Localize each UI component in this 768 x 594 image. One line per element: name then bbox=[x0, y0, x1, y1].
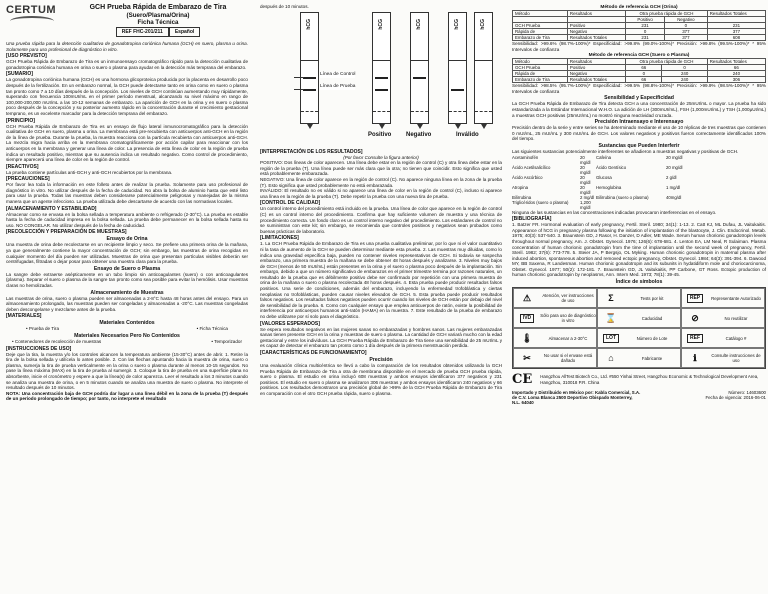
table-cell: 66 bbox=[626, 65, 662, 71]
manufacturer-block bbox=[512, 372, 766, 387]
material-item: • Prueba de Tira bbox=[26, 326, 60, 332]
column-3 bbox=[508, 0, 768, 594]
substance-name bbox=[596, 200, 666, 210]
substance-conc: 20 mg/dl bbox=[580, 184, 591, 195]
symbol-text: Caducidad bbox=[641, 315, 663, 321]
table-cell: GCH Prueba bbox=[513, 23, 568, 29]
materials-provided bbox=[6, 326, 248, 332]
symbol-cell bbox=[681, 328, 765, 348]
table-cell: Rápida de bbox=[513, 71, 568, 77]
symbol-cell bbox=[513, 348, 597, 368]
table-cell: 0 bbox=[626, 29, 665, 35]
symbol-text: Sólo para uso de diagnóstico in vitro bbox=[540, 313, 596, 324]
arrow-down-icon bbox=[379, 124, 385, 129]
document-header bbox=[6, 4, 248, 39]
symbols-grid bbox=[512, 287, 766, 369]
table-cell: 0 bbox=[626, 71, 662, 77]
result-invalid-label: Inválido bbox=[456, 131, 479, 138]
certum-logo bbox=[6, 4, 62, 28]
max-line bbox=[449, 111, 466, 112]
heading-valores: [VALORES ESPERADOS] bbox=[260, 320, 320, 327]
logo-arc-icon bbox=[10, 16, 54, 26]
max-line bbox=[475, 111, 492, 112]
symbol-cell bbox=[681, 288, 765, 308]
symbol-text: No usar si el envase está dañado bbox=[543, 353, 593, 364]
substance-name: Cafeína bbox=[596, 154, 612, 160]
column-1 bbox=[0, 0, 252, 594]
substance-conc: 20 mg/dl bbox=[580, 164, 591, 175]
text-interferencias: Las siguientes sustancias potencialmente interferentes se añadieron a muestras negativas y positivas de GCH. bbox=[512, 148, 739, 154]
pointer-line bbox=[294, 77, 304, 78]
heading-reactivos: [REACTIVOS] bbox=[6, 163, 39, 170]
table-cell: 0 bbox=[665, 23, 708, 29]
substance-name: Ácido Acetilsalicílico bbox=[512, 164, 551, 170]
substance-name: Bilirrubina (suero o plasma) bbox=[596, 194, 649, 200]
text-sumario: La gonadotropina coriónica humana (GCH) es una hormona glicoproteica producida por la placenta en desarrollo poco después de la fertilización. En un embarazo normal, la GCH puede detectarse tanto en orina como en suero o plasma tan pronto como 7 a 10 días después de la concepción. Los niveles de GCH continúan aumentando muy rápidamente, superando con frecuencia 100mUI/mL en el primer período menstrual, alcanzando su nivel máximo en rango de 100,000-200,000 mUI/mL a las 10-12 semanas de embarazo. La aparición de GCH en la orina y en suero o plasma poco después de la concepción y su posterior aumento rápido en la concentración durante el crecimiento gestacional temprano, es un excelente marcador para la detección temprana del embarazo. bbox=[6, 77, 248, 116]
result-negative-label: Negativo bbox=[406, 131, 432, 138]
table-cell: Embarazo de Tira bbox=[513, 77, 568, 83]
text-almacen-muestras: Las muestras de orina, suero o plasma pueden ser almacenadas a 2-8°C hasta 48 horas antes del ensayo. Para un almacenamiento prolongado, las muestras pueden ser congeladas y almacenadas a -20°C. Las muestras congeladas deben descongelarse y mezclarse antes de la prueba. bbox=[6, 295, 248, 312]
arrow-down-icon bbox=[481, 124, 487, 129]
table-cell: Negativo bbox=[567, 71, 625, 77]
heading-almacenamiento: [ALMACENAMIENTO Y ESTABILIDAD] bbox=[6, 205, 97, 212]
table1-stats: Sensibilidad: >99.6% (98.7%-100%)* Especificidad: >99.8% (99.0%-100%)* Precisión: >99.8% (99.5%-100%)* * 95% Intervalos de confianza bbox=[512, 41, 766, 52]
table-orina bbox=[512, 10, 766, 41]
expiry-icon: ⌛ bbox=[605, 312, 617, 323]
substance-name: Hemoglobina bbox=[596, 184, 622, 190]
text-precision-intra: Precisión dentro de la serie y entre series se ha determinado mediante el uso de 10 réplicas de tres muestras que contienen 0 mUI/mL, 25 mUI/mL y 300 mUI/mL de GCH. Los valores negativos y positivos fueron correctamente identificados 100% del tiempo. bbox=[512, 125, 766, 142]
test-line-label: Línea de Prueba bbox=[320, 83, 356, 89]
material-item: • Ficha Técnica bbox=[196, 326, 228, 332]
max-line bbox=[411, 111, 428, 112]
max-line bbox=[373, 111, 390, 112]
table-cell: 231 bbox=[626, 23, 665, 29]
symbol-text: Fabricante bbox=[641, 355, 663, 361]
max-line bbox=[301, 111, 318, 112]
text-sensibilidad: La GCH Prueba Rápida de Embarazo de Tira detecta GCH a una concentración de 25mUI/mL o mayor. La prueba ha sido estandarizada a la Estándar Internacional W.H.O. La adición de LH (300mUI/mL), FSH (1,000mUI/mL) y TSH (1,000μUI/mL) a muestras GCH positivas (25mUI/mL) no mostró ninguna reactividad cruzada. bbox=[512, 101, 766, 118]
footer-row bbox=[512, 390, 766, 406]
text-principio: GCH Prueba Rápida de Embarazo de Tira es un ensayo de flujo lateral inmunocromatográfico para la detección cualitativa de GCH en suero, plasma u orina. La membrana está pre-recubierta con anticuerpos anti-GCH en la región de la línea de prueba. Durante la prueba, la muestra reacciona con la partícula recubierta con anticuerpos anti-GCH. La mezcla migra hacia arriba en la membrana cromatográficamente por acción capilar para reaccionar con los anticuerpos en la membrana y generar una línea de color. La presencia de esta línea de color en la región de prueba indica un resultado positivo, mientras que su ausencia indica un resultado negativo. Como control de procedimiento, siempre aparecerá una línea de color en la región de control. bbox=[6, 123, 248, 163]
substance-name: Atropina bbox=[512, 184, 529, 190]
strip-negative bbox=[410, 12, 429, 124]
symbol-text: No reutilizar bbox=[724, 315, 748, 321]
diagram-top-text: después de 10 minutos. bbox=[260, 4, 309, 9]
tests-per-kit-icon: Σ bbox=[608, 292, 614, 303]
text-interf-note: Ninguna de las sustancias en las concentraciones indicadas provocaron interferencias en el ensayo. bbox=[512, 209, 717, 215]
table-row bbox=[513, 77, 766, 83]
table-header-cell: Otra prueba rápida de GCH bbox=[626, 59, 708, 65]
table-cell: 306 bbox=[707, 77, 765, 83]
substance-name: Bilirrubina bbox=[512, 194, 532, 200]
table-cell: 377 bbox=[707, 29, 765, 35]
table-cell: 377 bbox=[665, 29, 708, 35]
symbol-cell bbox=[597, 328, 681, 348]
symbol-text: Número de Lote bbox=[636, 335, 668, 341]
strip-label: hCG bbox=[480, 18, 486, 30]
ce-mark-icon: CE bbox=[512, 372, 533, 388]
table-cell: 0 bbox=[662, 65, 707, 71]
table-cell: Resultados Totales bbox=[567, 35, 625, 41]
table-cell: 240 bbox=[662, 71, 707, 77]
substance-conc bbox=[666, 200, 688, 210]
table-cell: GCH Prueba bbox=[513, 65, 568, 71]
heading-limitaciones: [LIMITACIONES] bbox=[260, 235, 299, 242]
table-cell: Negativo bbox=[567, 29, 625, 35]
substance-conc: 40mg/dl bbox=[666, 194, 682, 200]
table-row bbox=[513, 35, 766, 41]
substance-name: Triglicéridos (suero o plasma) bbox=[512, 199, 569, 205]
table-cell: 377 bbox=[665, 35, 708, 41]
strip-label: hCG bbox=[454, 18, 460, 30]
control-line bbox=[375, 77, 388, 79]
consult-instructions-icon: ℹ bbox=[693, 352, 697, 363]
text-nota: NOTA: Una concentración baja de GCH podría dar lugar a una línea débil en la zona de la prueba (T) después de un período prolongado de tiempo; por tanto, no interprete el resultado bbox=[6, 390, 248, 402]
table-cell: 231 bbox=[626, 35, 665, 41]
no-reuse-icon: ⊘ bbox=[691, 312, 699, 323]
symbol-cell bbox=[597, 308, 681, 328]
materials-required bbox=[6, 339, 248, 345]
damaged-package-icon: ✂ bbox=[523, 352, 531, 363]
language: Español bbox=[169, 27, 200, 37]
strip-invalid-2 bbox=[474, 12, 493, 124]
table-header-cell: Resultados bbox=[567, 59, 625, 65]
text-invalido: INVÁLIDO: El resultado no es válido si no aparece una línea de color en la región de control (C), incluso si aparece una línea en la región de la prueba (T). Debe repetir la prueba con una nueva tira de prueba. bbox=[260, 188, 502, 199]
table-cell: 66 bbox=[626, 77, 662, 83]
heading-sensibilidad: Sensibilidad y Especificidad bbox=[604, 95, 674, 102]
table-cell: 240 bbox=[707, 71, 765, 77]
test-line bbox=[303, 89, 316, 91]
substance-conc: 1,200 mg/dl bbox=[580, 199, 591, 210]
table-cell: 231 bbox=[707, 23, 765, 29]
logo-text: CERTUM bbox=[6, 4, 57, 16]
substance-name: Acetaminofén bbox=[512, 154, 539, 160]
table-header-cell: Positivo bbox=[626, 17, 665, 23]
heading-precision-intra: Precisión Intraensayo e Interensayo bbox=[594, 119, 684, 126]
heading-interpretacion: [INTERPRETACIÓN DE LOS RESULTADOS] bbox=[260, 148, 363, 155]
substances-list bbox=[512, 155, 766, 210]
table-header-cell: Resultados bbox=[567, 11, 625, 17]
symbol-cell bbox=[597, 348, 681, 368]
heading-ensayo-orina: Ensayo de Orina bbox=[106, 236, 148, 243]
lot-icon: LOT bbox=[603, 334, 619, 343]
strip-label: hCG bbox=[378, 18, 384, 30]
substance-conc: 20 mg/dl bbox=[580, 174, 591, 185]
symbol-text: Consulte instrucciones de uso bbox=[711, 353, 761, 364]
symbol-text: Catálogo # bbox=[725, 335, 747, 341]
text-precision: Una evaluación clínica multicéntrica se llevó a cabo la comparación de los resultados obtenidos utilizando la GCH Prueba Rápida de Embarazo de Tira a otra de membrana disponible en el mercado de prueba GCH prueba rápida, suero o plasma. El estudio en orina incluyó 608 muestras y ambos ensayos identificaron 377 negativos y 231 positivos. El estudio en suero o plasma se analizaron 306 muestras y ambos ensayos identificaron 240 negativos y 66 positivos. Los resultados demostraron una precisión global de >99% de la GCH Prueba Rápida de Embarazo de Tira en comparación con el otro GCH prueba rápida, suero o plasma. bbox=[260, 363, 502, 396]
symbol-cell bbox=[513, 328, 597, 348]
strip-invalid-1 bbox=[448, 12, 467, 124]
table-header-cell: Negativo bbox=[665, 17, 708, 23]
table-cell: Positivo bbox=[567, 65, 625, 71]
table-header-cell: Otra prueba rápida de GCH bbox=[626, 11, 708, 17]
substance-conc: 20 mg/dl bbox=[580, 154, 591, 165]
control-line bbox=[303, 77, 316, 79]
table-header-cell: Método bbox=[513, 11, 568, 17]
heading-control: [CONTROL DE CALIDAD] bbox=[260, 200, 321, 207]
heading-recoleccion: [RECOLECCIÓN Y PREPARACIÓN DE MUESTRAS] bbox=[6, 229, 127, 236]
arrow-down-icon bbox=[455, 124, 461, 129]
number-label: Número: bbox=[728, 390, 746, 396]
heading-precision: Precisión bbox=[369, 357, 393, 363]
table-cell: Embarazo de Tira bbox=[513, 35, 568, 41]
date-value: 2016-06-01 bbox=[743, 395, 766, 401]
text-uso: GCH Prueba Rápida de Embarazo de Tira es un inmunoensayo cromatográfico rápido para la detección cualitativa de gonadotropina coriónica humana en orina o suero o plasma para ayudar en la detección más temprana del embarazo. bbox=[6, 59, 248, 70]
table2-stats: Sensibilidad: >98.5% (95.7%-100%)* Especificidad: >99.5% (98.8%-100%)* Precisión: >99.9% (98.5%-100%)* * 95% Intervalos de confianza bbox=[512, 83, 766, 94]
substance-conc: 1 mg/dl bbox=[666, 184, 681, 190]
document-title: GCH Prueba Rápida de Embarazo de Tira bbox=[89, 4, 227, 11]
symbol-cell bbox=[681, 308, 765, 328]
text-reactivos: La prueba contiene partículas anti-GCH y anti-GCH recubiertos por la membrana. bbox=[6, 169, 173, 175]
date-label: Fecha de vigencia: bbox=[705, 395, 743, 401]
heading-instrucciones: [INSTRUCCIONES DE USO] bbox=[6, 345, 72, 352]
substance-conc: 2 g/dl bbox=[666, 174, 677, 180]
heading-simbolos: Índice de símbolos bbox=[615, 279, 663, 286]
symbol-cell bbox=[513, 288, 597, 308]
table-cell: 608 bbox=[707, 35, 765, 41]
title-block bbox=[68, 4, 248, 39]
text-ensayo-orina: Una muestra de orina debe recolectarse en un recipiente limpio y seco. Se prefiere una primera orina de la mañana, ya que generalmente contiene la mayor concentración de GCH; sin embargo, las muestras de orina recogidas en cualquier momento del día pueden ser utilizadas. Muestras de orina que presentan partículas visibles deberán ser centrifugadas, filtradas o dejar posar para obtener una muestra clara para la prueba. bbox=[6, 242, 248, 265]
ref-code: REF FHC-201/211 bbox=[116, 27, 169, 37]
text-valores: Se espera resultados negativos en las mujeres sanas no embarazadas y hombres sanos. Las mujeres embarazadas sanas tienen presente GCH en la orina y muestras de suero o plasma. La cantidad de GCH variará mucho con la edad gestacional y entre los individuos. La GCH Prueba Rápida de Embarazo de Tira tiene una sensibilidad de 25 mUI/mL y es capaz de detectar el embarazo tan pronto como 1 día después de la primera menstruación perdida. bbox=[260, 326, 502, 349]
manufacturer-text: Hangzhou AllTest Biotech Co., Ltd. #550 Yinhai Street, Hangzhou Economic & Technological Development Area, Hangzhou, 310018 P.R. China bbox=[540, 374, 759, 385]
substance-name: Ácido Ascórbico bbox=[512, 174, 543, 180]
text-precauciones: Por favor lea toda la información en este folleto antes de realizar la prueba. Solamente para uso profesional de diagnóstico in vitro. No utilizar después de la fecha de caducidad. No abra la bolsa de aluminio hasta que esté listo para usar la prueba. Todas las muestras deben considerarse potencialmente peligrosas y manejadas de la misma manera que un agente infeccioso. La prueba utilizada debe descartarse de acuerdo con las normativas locales. bbox=[6, 182, 248, 205]
substance-conc: 20 mg/dl bbox=[666, 154, 683, 160]
symbol-text: Atención, ver instrucciones de uso bbox=[542, 293, 594, 304]
strip-diagram bbox=[260, 12, 502, 146]
column-2 bbox=[256, 0, 506, 594]
representative-icon: REP bbox=[687, 294, 703, 303]
table-cell: Positivo bbox=[567, 23, 625, 29]
heading-materiales-requeridos: Materiales Necesarios Pero No Contenidos bbox=[74, 332, 180, 339]
heading-principio: [PRINCIPIO] bbox=[6, 117, 35, 124]
catalog-icon: REF bbox=[687, 334, 703, 343]
temperature-icon: 🌡 bbox=[521, 332, 533, 343]
text-positivo: POSITIVO: Dos líneas de color aparecen. Una línea debe estar en la región de control (C) y otra línea debe estar en la región de la prueba (T). Una línea puede ser más clara que la otra; no tienen que coincidir. Esto significa que usted está probablemente embarazada. bbox=[260, 160, 502, 177]
arrow-down-icon bbox=[307, 124, 313, 129]
table1-title: Método de referencia GCH (Orina) bbox=[600, 5, 678, 10]
warning-icon: ⚠ bbox=[522, 292, 532, 303]
ivd-icon: IVD bbox=[520, 314, 534, 323]
test-strip bbox=[300, 12, 319, 124]
number-value: 14603600 bbox=[746, 390, 766, 396]
control-line bbox=[413, 77, 426, 79]
symbol-cell bbox=[597, 288, 681, 308]
symbol-text: Almacenar a 2-30°C bbox=[548, 335, 588, 341]
test-line bbox=[375, 89, 388, 91]
strip-label: hCG bbox=[306, 18, 312, 30]
substance-conc: 2 mg/dl bbox=[580, 194, 595, 200]
control-line-label: Línea de Control bbox=[320, 71, 356, 77]
strip-positive bbox=[372, 12, 391, 124]
strip-label: hCG bbox=[416, 18, 422, 30]
material-item: • Temporizador bbox=[211, 338, 242, 344]
heading-interferencias: Sustancias que Pueden Interferir bbox=[598, 142, 680, 149]
test-line bbox=[451, 89, 464, 91]
ref-box bbox=[68, 27, 248, 37]
material-item: • Contenedores de recolección de muestras bbox=[12, 338, 102, 344]
table-suero bbox=[512, 58, 766, 83]
pointer-line bbox=[294, 89, 304, 90]
text-almacenamiento: Almacenar como se envasa en la bolsa sellada a temperatura ambiente o refrigerado (2-30°C). La prueba es estable hasta la fecha de caducidad impresa en la bolsa sellada. La prueba debe permanecer en la bolsa sellada hasta su uso. NO CONGELAR. No utilizar después de la fecha de caducidad. bbox=[6, 211, 248, 228]
document-subtitle: (Suero/Plasma/Orina) bbox=[126, 12, 190, 19]
substance-conc: 20 mg/dl bbox=[666, 164, 683, 170]
table-header-cell: Resultados Totales bbox=[707, 11, 765, 17]
heading-almacen-muestras: Almacenamiento de Muestras bbox=[90, 289, 164, 296]
table-header-cell: Método bbox=[513, 59, 568, 65]
heading-uso: [USO PREVISTO] bbox=[6, 53, 47, 60]
text-ensayo-suero: La sangre debe extraerse asépticamente en un tubo limpio sin anticoagulantes (suero) o con anticoagulantes (plasma). Separar el suero o plasma de la sangre tan pronto como sea posible para evitar la hemólisis. Usar muestras claras no hemolizadas. bbox=[6, 271, 248, 288]
table-cell: 66 bbox=[707, 65, 765, 71]
intro-text: Una prueba rápida para la detección cualitativa de gonadotropina coriónica humana (GCH) en suero, plasma u orina. Solamente para uso profesional de diagnóstico in vitro. bbox=[6, 41, 248, 52]
heading-ensayo-suero: Ensayo de Suero o Plasma bbox=[93, 265, 161, 272]
symbol-text: Tests por kit bbox=[640, 295, 664, 301]
text-bibliografia: 1. Batzer FR. Hormonal evaluation of early pregnancy, Fertil. Steril. 1980; 34(1): 1-13. 2. Catt KJ, ML Dufau, JL Vaitukaitis. Appearance of hCG in pregnancy plasma following the initiation of implantation of the blastocyte, J. Clin. Endocrinol. Metab. 1975; 40(3): 537-540. 3. Braunstein GD, J Rasor, H. Danzer, D Adler, ME Wade. Serum human chorionic gonadotropin levels throughout normal pregnancy, Am. J. Obstet. Gynecol. 1976; 126(6): 678-681. 4. Lenton EA, LM Neal, R Sulaiman. Plasma concentration of human chorionic gonadotropin from the time of implantation until the second week of pregnancy, Fertil. Steril. 1982; 37(6): 773-778. 5. Steier JA, P Bergsjo, OL Myking. Human chorionic gonadotropin in maternal plasma after induced abortion, spontaneous abortion and removed ectopic pregnancy, Obstet. Gynecol. 1984; 64(3): 391-394. 6. Dawood MY, BB Saxena, R Landesman. Human chorionic gonadotropin and its subunits in hydatidiform mole and choriocarcinoma, Obstet. Gynecol. 1977; 50(2): 172-181. 7. Braunstein GD, JL Vaitukaitis, PP Carbone, GT Ross. Ectopic production of human chorionic gonadotropin by neoplasms, Ann. Intern Med. 1973; 78(1): 39-45. bbox=[512, 222, 766, 278]
text-control: Un control interno del procedimiento está incluido en la prueba. Una línea de color que aparece en la región de control (C) es un control interno del procedimiento. Confirma que hay suficiente volumen de muestra y una técnica de procedimiento correcta. Un fondo claro es un control interno negativo del procedimiento. Los estándares de control no se suministran con este kit; sin embargo, se recomienda que controles positivos y negativos sean probados como buenas prácticas de laboratorio. bbox=[260, 206, 502, 234]
table-cell: Resultados Totales bbox=[567, 77, 625, 83]
heading-precauciones: [PRECAUCIONES] bbox=[6, 176, 50, 183]
substance-name: Glucosa bbox=[596, 174, 612, 180]
document-type: Ficha Técnica bbox=[137, 19, 179, 26]
symbol-cell bbox=[681, 348, 765, 368]
symbol-cell bbox=[513, 308, 597, 328]
interp-subtitle: (Por favor Consulte la figura anterior) bbox=[343, 154, 419, 160]
text-instrucciones: Deje que la tira, la muestra y/o los controles alcancen la temperatura ambiente (15-30°C) antes de abrir. 1. Retire la tira de la bolsa sellada y utilícela lo antes posible. 2. Con las flechas apuntando hacia la muestra de orina, suero o plasma, sumerja la tira de prueba verticalmente en la orina o suero o plasma durante al menos 10-15 segundos. No pase la línea máxima (MAX) en la tira de prueba al sumergir. 3. Coloque la tira de prueba en una superficie plana no absorbente, inicie el cronómetro y espere a que la línea(s) de color aparezca. Leer el resultado a los 3 minutos cuando se analiza una muestra de orina, o en 5 minutos cuando se analiza una muestra de suero o plasma. No interprete el resultado después de 10 minutos. bbox=[6, 351, 248, 391]
heading-bibliografia: [BIBLIOGRAFÍA] bbox=[512, 216, 552, 223]
arrow-down-icon bbox=[417, 124, 423, 129]
symbol-text: Representante Autorizado bbox=[711, 295, 761, 301]
heading-caracteristicas: [CARACTERÍSTICAS DE FUNCIONAMIENTO] bbox=[260, 350, 367, 356]
text-limitaciones: 1. La GCH Prueba Rápida de Embarazo de Tira es una prueba cualitativa preliminar, por lo que ni el valor cuantitativo ni la tasa de aumento de la GCH se pueden determinar mediante esta prueba. 2. Las muestras muy diluidas, como lo indica una gravedad específica baja, pueden no contener niveles representativos de GCH. Si todavía se sospecha embarazo, una primera muestra de la mañana se debe obtener 48 horas después y analizarse. 3. Niveles muy bajos de GCH (menos de 50 mUI/mL) están presentes en la orina y el suero o plasma poco después de la implantación. Sin embargo, debido a que un número significativo de embarazos en el primer trimestre termina por razones naturales, un resultado de la prueba que es débilmente positivo debe ser confirmado por repetición con una primera muestra de orina de la mañana o suero o plasma recolectada 48 horas después. 4. Esta prueba puede producir resultados falsos positivos. Una serie de condiciones, además del embarazo, incluyendo la enfermedad trofoblástica y ciertas neoplasias no trofoblásticas, pueden causar niveles elevados de GCH. 5. Esta prueba puede producir resultados falsos negativos. Los resultados falsos negativos pueden ocurrir cuando los niveles de GCH están por debajo del nivel de sensibilidad de la prueba. 6. Como con cualquier ensayo que emplea anticuerpos de ratón, existe la posibilidad de interferencia por anticuerpos humanos anti-ratón (HAMA) en la muestra. 7. Este resultado de la prueba de embarazo no debe utilizarse por sí solo para el diagnóstico. bbox=[260, 241, 502, 320]
table-header-cell: Resultados Totales bbox=[707, 59, 765, 65]
document-number-block bbox=[705, 390, 766, 406]
heading-materiales: [MATERIALES] bbox=[6, 313, 42, 320]
manufacturer-icon: ⌂ bbox=[608, 352, 614, 363]
text-negativo: NEGATIVO: Una línea de color aparece en la región de control (C). No aparece ninguna línea en la zona de la prueba (T). Esto significa que usted probablemente no está embarazada. bbox=[260, 176, 502, 188]
result-positive-label: Positivo bbox=[368, 131, 392, 138]
table2-title: Método de referencia GCH (Suero o Plasma) bbox=[588, 53, 690, 59]
importer-text: Importado y Distribuido en México por: Kabla Comercial, S.A. de C.V. Loma Blanca 2500 Deportivo Obispado Monterrey, N.L. 64040 bbox=[512, 390, 641, 406]
heading-materiales-contenidos: Materiales Contenidos bbox=[99, 320, 155, 327]
table-cell: 240 bbox=[662, 77, 707, 83]
table-cell: Rápida de bbox=[513, 29, 568, 35]
heading-sumario: [SUMARIO] bbox=[6, 71, 33, 78]
substance-name: Ácido Gentísico bbox=[596, 164, 627, 170]
